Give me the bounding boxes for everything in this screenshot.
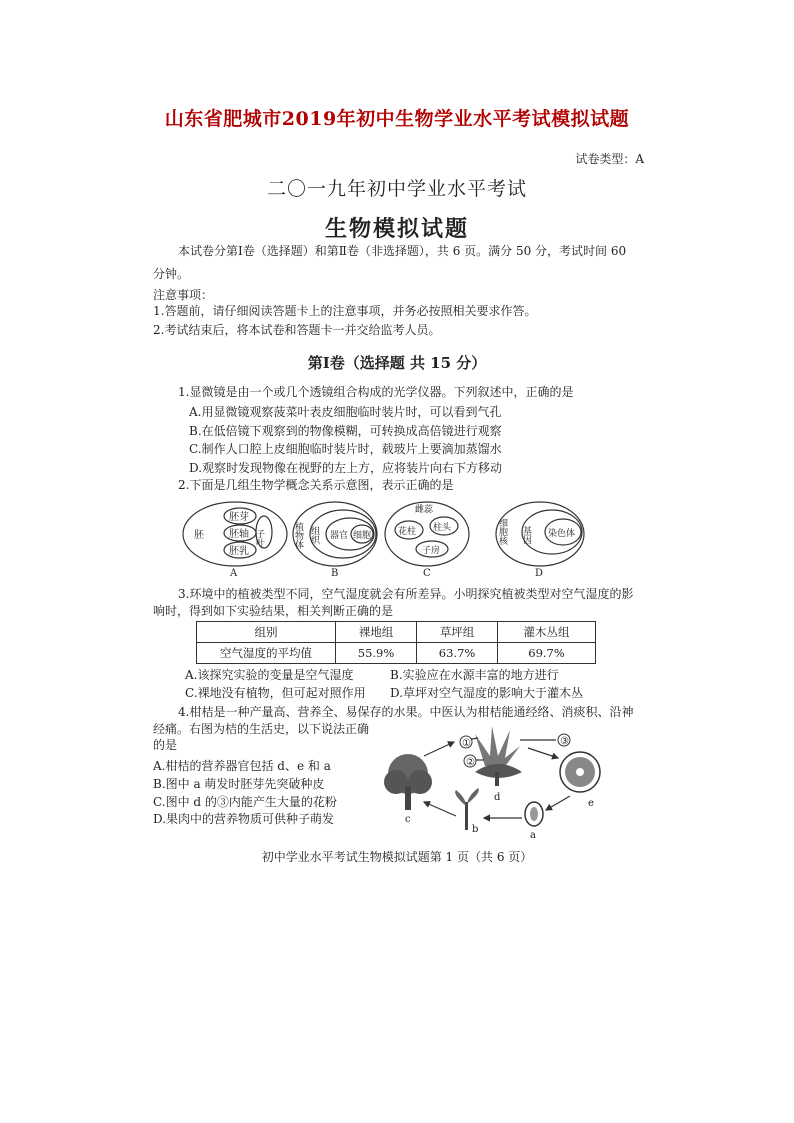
q4-option-a: A.柑桔的营养器官包括 d、e 和 a xyxy=(153,759,331,773)
q3-option-c: C.裸地没有植物，但可起对照作用 xyxy=(185,686,366,700)
diagram-c-letter: C xyxy=(423,568,431,578)
paper-type-label: 试卷类型：A xyxy=(575,152,644,166)
figure-label-c: c xyxy=(405,814,411,825)
diagram-c-inner-2: 柱头 xyxy=(433,523,452,533)
table-cell: 63.7% xyxy=(417,643,498,664)
table-header-cell: 裸地组 xyxy=(336,622,417,643)
diagram-a-letter: A xyxy=(230,568,238,578)
q1-stem: 1.显微镜是由一个或几个透镜组合构成的光学仪器。下列叙述中，正确的是 xyxy=(178,385,574,399)
q3-option-b: B.实验应在水源丰富的地方进行 xyxy=(390,668,559,682)
diagram-a-side: 子叶 xyxy=(254,529,264,547)
figure-label-d: d xyxy=(494,792,501,803)
note-1: 1.答题前，请仔细阅读答题卡上的注意事项，并务必按照相关要求作答。 xyxy=(153,304,537,318)
seed-icon xyxy=(525,802,543,826)
q3-option-a: A.该探究实验的变量是空气湿度 xyxy=(185,668,354,682)
figure-label-2: ② xyxy=(466,757,475,768)
diagram-d-mid: 基因 xyxy=(521,526,531,544)
figure-label-1: ① xyxy=(462,738,471,749)
q4-stem-3: 的是 xyxy=(153,738,178,752)
section-heading: 第Ⅰ卷（选择题 共 15 分） xyxy=(307,354,487,372)
table-row-label: 空气湿度的平均值 xyxy=(197,643,336,664)
table-cell: 55.9% xyxy=(336,643,417,664)
q4-stem-2: 经痛。右图为桔的生活史，以下说法正确 xyxy=(153,722,370,736)
q3-stem-2: 响时，得到如下实验结果，相关判断正确的是 xyxy=(153,604,394,618)
note-2: 2.考试结束后，将本试卷和答题卡一并交给监考人员。 xyxy=(153,323,441,337)
subject-title: 生物模拟试题 xyxy=(324,216,469,242)
q2-stem: 2.下面是几组生物学概念关系示意图，表示正确的是 xyxy=(178,478,454,492)
diagram-c-inner-1: 花柱 xyxy=(398,527,417,537)
diagram-d-inner: 染色体 xyxy=(548,529,576,539)
diagram-b-innermost: 细胞 xyxy=(353,531,372,541)
q1-option-b: B.在低倍镜下观察到的物像模糊，可转换成高倍镜进行观察 xyxy=(189,424,502,438)
q1-option-c: C.制作人口腔上皮细胞临时装片时，载玻片上要滴加蒸馏水 xyxy=(189,442,502,456)
diagram-d-outer: 细胞核 xyxy=(497,518,507,545)
table-header-cell: 组别 xyxy=(197,622,336,643)
table-header-row xyxy=(197,622,596,643)
table-header-cell: 草坪组 xyxy=(417,622,498,643)
q1-option-d: D.观察时发现物像在视野的左上方，应将装片向右下方移动 xyxy=(189,461,503,475)
diagram-a-inner-1: 胚芽 xyxy=(229,512,249,523)
humidity-table xyxy=(196,621,596,664)
table-header-cell: 灌木丛组 xyxy=(498,622,596,643)
figure-label-b: b xyxy=(472,824,479,835)
diagram-b-inner: 器官 xyxy=(330,531,349,541)
flower-icon xyxy=(475,726,522,786)
q4-stem-1: 4.柑桔是一种产量高、营养全、易保存的水果。中医认为柑桔能通经络、消痰积、沿神 xyxy=(178,705,634,719)
intro-line-2: 分钟。 xyxy=(153,267,190,281)
intro-line-1: 本试卷分第Ⅰ卷（选择题）和第Ⅱ卷（非选择题），共 6 页。满分 50 分，考试时间 60 xyxy=(178,244,627,258)
diagram-c-outer: 雌蕊 xyxy=(415,505,434,515)
table-row xyxy=(197,643,596,664)
figure-label-3: ③ xyxy=(560,736,569,747)
notes-title: 注意事项： xyxy=(153,288,214,302)
page-footer: 初中学业水平考试生物模拟试题第 1 页（共 6 页） xyxy=(261,850,533,864)
q3-option-d: D.草坪对空气湿度的影响大于灌木丛 xyxy=(390,686,584,700)
q4-option-c: C.图中 d 的③内能产生大量的花粉 xyxy=(153,795,337,809)
exam-title: 二〇一九年初中学业水平考试 xyxy=(266,178,527,200)
diagram-b-mid: 组织 xyxy=(309,526,319,544)
concept-diagrams xyxy=(180,496,620,578)
figure-label-a: a xyxy=(530,830,536,841)
q4-option-d: D.果肉中的营养物质可供种子萌发 xyxy=(153,812,335,826)
diagram-b-outer: 植物体 xyxy=(293,522,303,549)
diagram-b-letter: B xyxy=(331,568,339,578)
figure-label-e: e xyxy=(588,798,594,809)
diagram-a-outer: 胚 xyxy=(194,530,204,541)
q3-stem-1: 3.环境中的植被类型不同，空气湿度就会有所差异。小明探究植被类型对空气湿度的影 xyxy=(178,587,634,601)
document-title: 山东省肥城市2019年初中生物学业水平考试模拟试题 xyxy=(164,108,630,130)
fruit-cross-section-icon xyxy=(560,752,600,792)
diagram-a-inner-2: 胚轴 xyxy=(229,529,249,540)
diagram-d-letter: D xyxy=(535,568,544,578)
q1-option-a: A.用显微镜观察菠菜叶表皮细胞临时装片时，可以看到气孔 xyxy=(189,405,502,419)
table-cell: 69.7% xyxy=(498,643,596,664)
citrus-life-cycle-figure xyxy=(380,716,610,846)
diagram-c-inner-3: 子房 xyxy=(422,546,441,556)
tree-icon xyxy=(384,754,432,810)
diagram-a-inner-3: 胚乳 xyxy=(229,546,249,557)
q4-option-b: B.图中 a 萌发时胚芽先突破种皮 xyxy=(153,777,325,791)
